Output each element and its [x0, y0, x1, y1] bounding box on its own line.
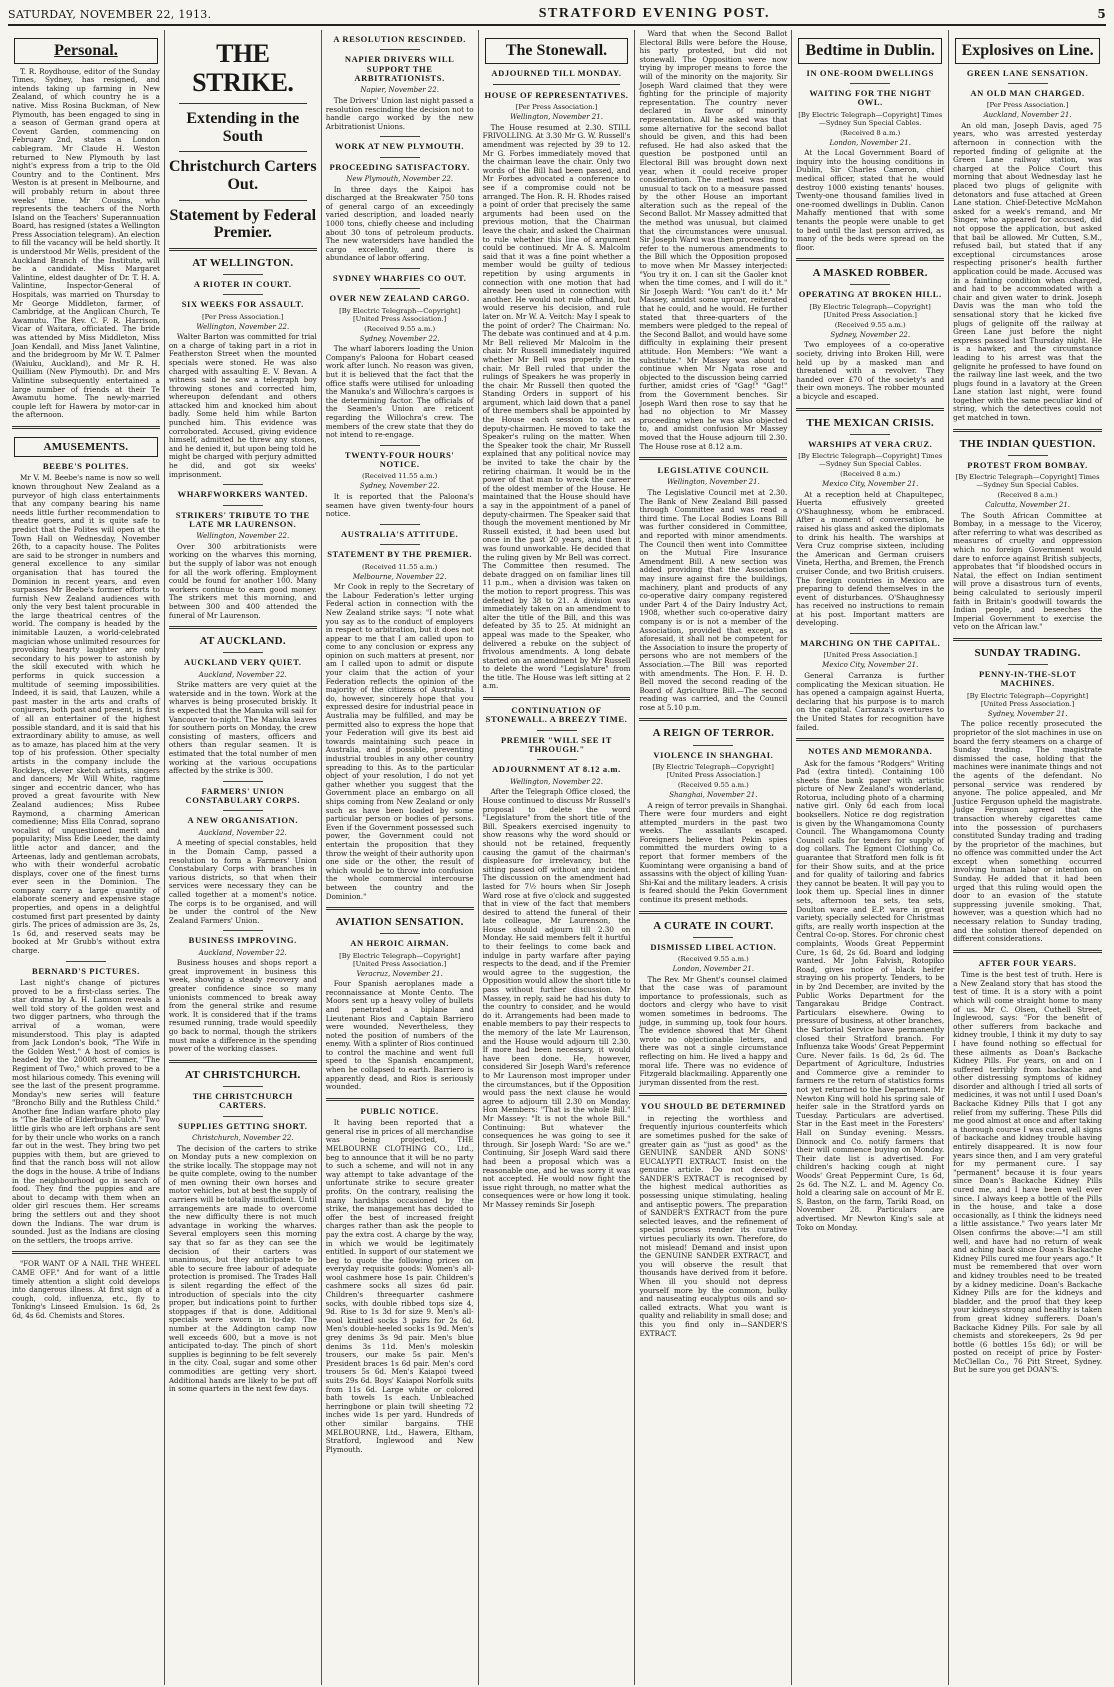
- supplies-heading: SUPPLIES GETTING SHORT.: [178, 1120, 308, 1131]
- divider: [1008, 664, 1048, 665]
- christchurch-heading: AT CHRISTCHURCH.: [184, 1068, 301, 1081]
- dateline: Mexico City, November 21.: [822, 479, 919, 488]
- indian-article: The South African Committee at Bombay, in a message to the Viceroy, after referring to what was described as measures of cruelty and oppression which no foreign Government would dare to enforce against British subjects, approbates that "if bloodshed occurs in Natal, the effect on Indian sentiment will prove a disastrous turn of events, being calculated to seriously imperil faith in Britain's goodwill towards the Indian people, and beseeches the Imperial Government to exercise the veto on the African law.": [953, 510, 1103, 632]
- dateline: Wellington, November 22.: [196, 322, 290, 331]
- divider: [179, 200, 307, 201]
- divider: [850, 83, 890, 84]
- bernard-heading: BERNARD'S PICTURES.: [32, 965, 140, 976]
- old-man-heading: AN OLD MAN CHARGED.: [970, 87, 1085, 98]
- personal-article: T. R. Roydhouse, editor of the Sunday Times, Sydney, has resigned, and intends taking up farming in New Zealand, of which country he is a native. Miss Rosina Buckman, of New Plymouth, has been engaged to sing in a season of German grand opera at Covent Garden, commencing on February 2nd, states a London cablegram. Mr Claude H. Weston returned to New Plymouth by last night's express from a trip to the Old Country and to the Continent. Mrs Weston is at present in Melbourne, and will probably return in about three weeks' time. Mr Cousins, who represents the teachers of the North Island on the Teachers' Superannuation Board, has resigned (states a Wellington Press Association telegram). An election to fill the vacancy will be held shortly. It is understood Mr Wells, president of the Auckland Branch of the Institute, will be a candidate. Miss Margaret Valintine, eldest daughter of Dr. T. H. A. Valintine, Inspector-General of Hospitals, was married on Thursday to Mr George Middleton, farmer, of Cambridge, at the Anglican Church, Te Awamutu. The Rev. C. F. R. Harrison, Vicar of Waitara, officiated. The bride was attended by Miss Middleton, Miss Joan Kendall, and Miss Janet Valintine, and the bridegroom by Mr W. T. Palmer (Waiuku, Auckland), and Mr R. H. Quilliam (New Plymouth). Dr. and Mrs Valintine subsequently entertained a large number of friends at their Te Awamutu home. The newly-married couple left for Hawera by motor-car in the afternoon.: [12, 66, 160, 420]
- farmers-heading: FARMERS' UNION CONSTABULARY CORPS.: [185, 785, 301, 806]
- continuation-heading: CONTINUATION OF STONEWALL. A BREEZY TIME.: [485, 705, 628, 725]
- issue-date: SATURDAY, NOVEMBER 22, 1913.: [8, 7, 212, 21]
- column-4: [479, 30, 636, 1685]
- divider: [796, 258, 944, 261]
- masthead: [8, 4, 1106, 26]
- received-time: (Received 9.55 a.m.): [364, 324, 436, 333]
- divider: [223, 294, 263, 295]
- divider: [639, 911, 787, 914]
- dateline: Sydney, November 21.: [987, 709, 1068, 718]
- divider: [796, 408, 944, 411]
- rioter-heading: A RIOTER IN COURT.: [193, 278, 292, 289]
- divider: [223, 930, 263, 931]
- received-time: (Received 9.55 a.m.): [677, 955, 749, 964]
- dateline: Wellington, November 22.: [196, 532, 290, 541]
- dateline: Melbourne, November 22.: [352, 572, 447, 581]
- notice-article: It is reported that the Paloona's seamen have given twenty-four hours notice.: [325, 492, 474, 519]
- sydney-heading: SYDNEY WHARFIES CO OUT.: [332, 272, 467, 283]
- divider: [639, 1093, 787, 1096]
- waiting-heading: WAITING FOR THE NIGHT OWL.: [809, 87, 932, 108]
- premier-heading: STATEMENT BY THE PREMIER.: [327, 549, 473, 560]
- dateline: Wellington, November 21.: [510, 113, 603, 122]
- new-plymouth-article: In three days the Kaipoi has discharged at the Breakwater 750 tons of general cargo of an exceedingly varied description, and loaded nearly 1000 tons, chiefly cheese and including about 30 tons of petroleum products. The new watersiders have handled the cargo excellently, and there is abundance of labor offering.: [325, 184, 474, 263]
- divider: [493, 84, 621, 85]
- auckland-heading: AT AUCKLAND.: [199, 635, 286, 648]
- quiet-heading: AUCKLAND VERY QUIET.: [184, 657, 302, 668]
- christchurch-article: The decision of the carters to strike on Monday puts a new complexion on the strike locally. The stoppage may not be quite complete, owing to the number of men owning their own horses and motor vehicles, but at best the supply of carriers will be totally insufficient. Until arrangements are made to overcome the new difficulty there is not much advantage in working the wharves. Several employers seen this morning say that so far as they can see the decision of their carters was unanimous, but they anticipate to be able to secure free labour of adequate protection is promised. The Trades Hall is silent regarding the effect of the introduction of specials into the city proper, but indications point to further stoppages if that is done. Additional specials were sworn in to-day. The number at the Addington camp now well exceeds 600, but a move is not anticipated to-day. The pinch of short supplies is beginning to be felt severely in the city. Coal, sugar and some other commodities are getting very short. Additional hands are likely to be put off in some quarters in the next few days.: [168, 1143, 317, 1394]
- columns: [8, 30, 1106, 1685]
- dateline: Wellington, November 21.: [666, 478, 760, 487]
- dateline: London, November 21.: [829, 138, 911, 147]
- column-7: [949, 30, 1106, 1685]
- divider: [953, 638, 1102, 641]
- wellington-heading: AT WELLINGTON.: [192, 256, 294, 269]
- sunday-heading: SUNDAY TRADING.: [974, 647, 1081, 659]
- notes-heading: NOTES AND MEMORANDA.: [808, 746, 933, 757]
- divider: [223, 810, 263, 811]
- australia-article: Mr Cook in reply to the Secretary of the Labour Federation's letter urging Federal action in connection with the New Zealand strike says: "I note what you say as to the conduct of employers in respect to arbitration, but it does not appear to me that I am called upon to come to any conclusion or express any opinion on such matters at present, nor am I called upon to admit or dispute your claim that the action of your Federation reflects the opinion of the majority of the citizens of Australia. I do, however, sincerely hope that you expressed desire for industrial peace in Australia may be fulfilled, and may be permitted also to express the hope that your Federation will give its best aid towards maintaining such peace in Australia, and if possible, preventing industrial troubles in any other country spreading to this. As to the particular object of your resolution, I do not yet gather whether you suggest that the Government place an embargo on all ships coming from New Zealand or only such as have been loaded by some particular person or bodies of persons. Even if the Government possessed such power, the Government could not entertain the proposition that they throw the weight of their authority upon one side or the other, the result of which would be to throw into confusion the whole commercial intercourse between the country and the Dominion.": [325, 582, 474, 901]
- organisation-heading: A NEW ORGANISATION.: [187, 815, 299, 826]
- new-plymouth-heading: WORK AT NEW PLYMOUTH.: [335, 141, 465, 152]
- broken-hill-heading: OPERATING AT BROKEN HILL.: [798, 289, 942, 300]
- notice-heading: TWENTY-FOUR HOURS' NOTICE.: [344, 449, 455, 470]
- credit-line: [By Electric Telegraph—Copyright] [United Press Association.]: [339, 306, 461, 323]
- divider: [639, 718, 787, 721]
- divider: [326, 1098, 474, 1101]
- received-time: (Received 9.55 a.m.): [677, 780, 749, 789]
- bombay-heading: PROTEST FROM BOMBAY.: [967, 459, 1088, 470]
- sunday-article: The police recently prosecuted the proprietor of the slot machines in use on board the ferry steamers on a charge of Sunday trading. The magistrate dismissed the case, holding that the machines were inanimate things and not the agents of the defendant. No personal service was rendered by anyone. The police appealed, and Mr Justice Ferguson upheld the magistrate. Judge Ferguson agreed that the transaction whereby cigarettes came into the possession of purchasers constituted Sunday trading and trading by the proprietor of the machines, but no offence was committed under the Act except when something occurred involving human labor or intention on Sunday. He added that it had been urged that this ruling would open the door to an evasion of the statute suppressing juvenile smoking. That, however, was a question which had no necessary relation to Sunday trading, and the solution thereof depended on different considerations.: [953, 719, 1103, 944]
- indian-heading: THE INDIAN QUESTION.: [959, 437, 1096, 450]
- robber-heading: A MASKED ROBBER.: [812, 267, 928, 280]
- determined-heading: YOU SHOULD BE DETERMINED: [640, 1101, 787, 1112]
- credit-line: [Per Press Association.]: [986, 101, 1069, 110]
- stonewall-heading: The Stonewall.: [485, 38, 629, 64]
- mexico-article: At a reception held at Chapultepec, Huerta effusively greeted O'Shaughnessy, whom he embraced. After a moment of conversation, he raised his glass and asked the diplomats to drink his health. The warships at Vera Cruz comprise sixteen, including the American and German cruisers Vineta, Hertha, and Bremen, the French cruiser Conde, and two British cruisers. The foreign countries in Mexico are preparing to defend themselves in the event of disturbances. O'Shaughnessy has received no instructions to remain at his post. Important matters are developing.: [796, 489, 945, 628]
- adjournment-heading: ADJOURNMENT AT 8.12 a.m.: [492, 764, 621, 775]
- received-time: (Received 8 a.m.): [840, 128, 901, 137]
- quiet-article: Strike matters are very quiet at the waterside and in the town. Work at the wharves is being prosecuted briskly. It is expected that the Manuka will sail for Vancouver to-night. The Manuka leaves for southern ports on Monday, the crew consisting of masters, officers and others than regular seamen. It is estimated that the total number of men working at the various occupations affected by the strike is 300.: [168, 680, 317, 776]
- credit-line: [By Electric Telegraph—Copyright] [United Press Association.]: [967, 691, 1089, 708]
- stonewall-continued-article: Ward that when the Second Ballot Electoral Bills were before the House, his party protested, but did not stonewall. The Opposition were now trying by improper means to force the will of the minority on the majority. Sir Joseph Ward claimed that they were fighting for the principle of majority representation. The country never declared in favor of minority representation. All he asked was that some alternative for the second ballot should be given, and this had been refused. He had also asked that the question be postponed until an Electoral Bill was brought down next year, when it could receive proper consideration. The method was most unusual to tack on to a measure passed by the other House an important alteration such as the repeal of the Second Ballot. Mr Massey admitted that the method was unusual, but claimed that the circumstances were unusual. Sir Joseph Ward was then proceeding to refer to the numerous amendments to the Bill which the Opposition proposed to move when Mr Massey interjected: "You try it on. I can sit the Gaoler knot when the time comes, and I will do it." Sir Joseph Ward: "You can't do it." Mr Massey, amidst some uproar, reiterated that he could, and he would. He further stated that three-quarters of the members were pledged to the repeal of the Second Ballot, and would have some difficulty in explaining their present attitude. Hon Members: "We want a substitute." Mr Massey was about to continue when Mr Ngata rose and objected to the discussion being carried further, amidst cries of "Gag!" "Gag!" from the Government benches. Sir Joseph Ward then rose to say that he had no objection to Mr Massey proceeding when he was also objected to, and amidst confusion Mr Massey moved that the House adjourn till 2.30. The House rose at 8.12 a.m.: [639, 30, 788, 451]
- dwellings-heading: IN ONE-ROOM DWELLINGS: [806, 67, 934, 78]
- newspaper-title: STRATFORD EVENING POST.: [538, 6, 770, 21]
- divider: [380, 445, 420, 446]
- received-time: (Received 11.55 a.m.): [362, 562, 438, 571]
- received-time: (Received 11.55 a.m.): [362, 472, 438, 481]
- dateline: Auckland, November 22.: [198, 948, 287, 957]
- beebe-article: Mr V. M. Beebe's name is now so well known throughout New Zealand as a purveyor of high class entertainments that any company bearing his name needs little further recommendation to theatre goers, and it is quite safe to predict that the Polites will open at the Town Hall on Wednesday, November 26th, to a capacity house. The Polites are said to be stronger in numbers and general excellence to any similar organisation that has toured the Dominion in recent years, and even surpasses Mr Beebe's former efforts to furnish New Zealand audiences with only the very best talent procurable in the large theatrical centres of the world. The company is headed by the inimitable Lauzen, a world-celebrated magician whose unlimited resources for provoking hearty laughter are only secondary to his power to astonish by the skill executed with which he performs in quick succession a multitude of seeming impossibilities. Indeed, it is said, that Lauzen, while a past master in the arts and crafts of conjurers, both past and present, is first of all an entertainer of the highest possible standard, and it is said that his extraordinary ability to amuse, as well as to amaze, has placed him at the very top of his profession. Other specialty artists in the company include the Rockleys, clever sketch artists, singers and dancers; Mr Will White, ragtime singer and eccentric dancer, who has proved a great favourite with New Zealand audiences; Miss Rubee Raymond, a charming American comedienne; Miss Ella Conrad, soprano vocalist of unquestioned merit and popularity; Miss Edie Leeder, the dainty little actor and dancer, and the Arteenas, lady and gentleman acrobats, who with their wonderful acrobatic displays, cover one of the finest turns ever seen in the Dominion. The company carry a large quantity of elaborate scenery and expensive stage properties, and opens in a delightful costumed first part presented by dainty girls. The prices of admission are 3s, 2s, 1s 6d, and reserved seats may be booked at Mr Grubb's without extra charge.: [12, 473, 160, 956]
- dateline: Auckland, November 22.: [198, 828, 287, 837]
- continuation-article: After the Telegraph Office closed, the House continued to discuss Mr Russell's proposal to delete the word "Legislature" from the short title of the Bill. Speakers exercised ingenuity to show reasons why the word should or should not be retained, frequently causing the gamut of the chairman's displeasure for irrelevancy, but the sitting passed off without any incident. The discussion on the amendment had lasted for 7½ hours when Sir Joseph Ward rose at five o'clock and suggested that in view of the fact that members desired to attend the funeral of their late colleague, Mr Laurenson, the House should adjourn till 2.30 on Monday. He said members felt it hurtful to their feelings to come back and indulge in party warfare after paying respects to the dead, and if the Premier would agree to the suggestion, the Opposition would allow the short title to pass without further discussion. Mr Massey, in reply, said he had his duty to the country to consider, and he would do it. Arrangements had been made to enable members to pay their respects to the memory of the late Mr Laurenson, and the House would adjourn till 2.30. If more had been necessary, it would have been done. He, however, considered Sir Joseph Ward's reference to Mr Laurenson most improper under the circumstances, but if the Opposition would pass the next clause he would agree to adjourn till 2.30 on Monday. Hon Members: "That is the whole Bill." Mr Massey: "It is not the whole Bill." Continuing: But whatever the consequences he was going to see it through. Sir Joseph Ward: "So are we." Continuing, Sir Joseph Ward said there had been a proposal which was a reasonable one, and he was sorry it was not accepted. He would now fight the issue right through, no matter what the consequences were or how long it took. Mr Massey reminds Sir Joseph: [482, 787, 631, 1209]
- divider: [223, 1116, 263, 1117]
- divider: [380, 933, 420, 934]
- extending-heading: Extending in the South: [186, 110, 300, 145]
- column-6: [792, 30, 949, 1685]
- divider: [223, 1086, 263, 1087]
- dublin-article: At the Local Government Board of inquiry into the housing conditions in Dublin, Sir Charles Cameron, chief medical officer, stated that he would destroy 1000 existing tenants' houses. Twenty-one thousand families lived in one-roomed dwellings in Dublin. Canon Mahaffy mentioned that with some tenants the people were unable to get to bed until the last person arrived, as many of the beds were spread on the floor.: [796, 148, 945, 252]
- sander-advert: in rejecting the worthless and frequently injurious counterfeits which are sometimes pushed for the sake of greater gain as "just as good" as the GENUINE SANDER AND SONS' EUCALYPTI EXTRACT. Insist on the genuine article. Do not deceived! SANDER'S EXTRACT is recognised by the highest medical authorities as possessing unique stimulating, healing and antiseptic powers. The preparation of SANDER'S EXTRACT from the pure selected leaves, and the refinement of special process render its curative virtues peculiarly its own. Therefore, do not mislead! Demand and insist upon the GENUINE SANDER EXTRACT, and you will observe the result that thousands have derived from it before. When ill you should not depress yourself more by the common, bulky and nauseating eucalyptus oils and so-called extracts. What you want is quality and reliability in small dose; and this you find only in—SANDER'S EXTRACT.: [639, 1113, 788, 1338]
- nz-cargo-heading: OVER NEW ZEALAND CARGO.: [329, 293, 470, 304]
- divider: [796, 738, 944, 741]
- public-notice-article: It having been reported that a general rise in prices of all merchandise was being projected, THE MELBOURNE CLOTHING CO., Ltd., beg to announce that it will be no party to such a scheme, and will not in any way attempt to take advantage of the unfortunate strike to secure greater profits. On the contrary, realising the many hardships occasioned by the strike, the management has decided to offer the best of increased freight charges rather than ask the people to pay the extra cost. A charge by the way, in which we would be legitimately entitled. In support of our statement we beg to quote the following prices on everyday requisite goods: Women's all-wool cashmere hose 1s pair. Children's cashmere socks all sizes 6d pair. Children's threequarter cashmere socks, with double ribbed tops size 4, 9d. Rise to 1s 3d for size 9. Men's all-wool knitted socks 3 pairs for 2s 6d. Men's double-heeled socks 1s 9d. Men's grey denims 3s 9d pair. Men's blue denims 3s 11d. Men's moleskin trousers, our make 5s pair. Men's President braces 1s 6d pair. Men's cord trousers 5s 6d. Men's Kaiapoi tweed suits 29s 6d. Boys' Kaiapoi Norfolk suits from 11s 6d. Large white or colored bath towels 1s each. Unbleached herringbone or plain twill sheeting 72 inches wide 1s per yard. Hundreds of other similar bargains. THE MELBOURNE, Ltd., Hawera, Eltham, Stratford, Inglewood and New Plymouth.: [325, 1118, 474, 1454]
- divider: [693, 745, 733, 746]
- credit-line: [By Electric Telegraph—Copyright] [United Press Association.]: [339, 951, 461, 968]
- dateline: New Plymouth, November 22.: [346, 175, 454, 184]
- rescinded-heading: A RESOLUTION RESCINDED.: [333, 34, 466, 44]
- divider: [169, 1060, 317, 1063]
- airman-heading: AN HEROIC AIRMAN.: [350, 938, 450, 949]
- sydney-article: The wharf laborers loading the Union Company's Paloona for Hobart ceased work after lunch. No reason was given, but it is believed that the fact that the office staffs were utilised for unloading the Manuka's and Willochra's cargoes is the determining factor. The officials of the Seamen's Union are reticent regarding the Willochra's crew. The members of the crew state that they do not intend to re-engage.: [325, 344, 474, 440]
- adjourned-heading: ADJOURNED TILL MONDAY.: [491, 67, 622, 78]
- column-2: [165, 30, 322, 1685]
- shanghai-article: A reign of terror prevails in Shanghai. There were four murders and eight attempted murders in the past two weeks. The assailants escaped. Foreigners believe that Pekin spies committed the murders owing to a report that former members of the Kuomintang were organising a band of assassins with the object of killing Yuan-Shi-Kai and the military leaders. A crisis is feared should the Pekin Government continue its present methods.: [639, 800, 788, 905]
- divider: [169, 248, 317, 251]
- terror-heading: A REIGN OF TERROR.: [652, 727, 775, 740]
- dateline: Mexico City, November 21.: [822, 661, 919, 670]
- organisation-article: A meeting of special constables, held in the Domain Camp, passed a resolution to form a Farmers' Union Constabulary Corps with branches in various districts, so that when their services were necessary they can be called together at a moment's notice. The corps is to be organised, and will be under the control of the New Zealand Farmers' Union.: [168, 838, 317, 925]
- credit-line: [By Electric Telegraph—Copyright] Times—Sydney Sun Special Cables.: [955, 473, 1100, 490]
- dateline: Shanghai, November 21.: [669, 790, 758, 799]
- credit-line: [By Electric Telegraph—Copyright] Times—Sydney Sun Special Cables.: [798, 451, 943, 468]
- dateline: Auckland, November 22.: [198, 670, 287, 679]
- divider: [693, 937, 733, 938]
- credit-line: [By Electric Telegraph—Copyright] [United Press Association.]: [652, 762, 774, 779]
- column-1: [8, 30, 165, 1685]
- tribute-heading: STRIKERS' TRIBUTE TO THE LATE MR LAURENSON.: [175, 509, 310, 529]
- received-time: (Received 8 a.m.): [840, 469, 901, 478]
- amusements-heading: AMUSEMENTS.: [14, 437, 158, 457]
- dateline: London, November 21.: [672, 965, 755, 974]
- tonking-advert: "FOR WANT OF A NAIL THE WHEEL CAME OFF." And for want of a little timely attention a slight cold develops into dangerous illness. At first sign of a cough, cold, influenza, etc., fly to Tonking's Linseed Emulsion. 1s 6d, 2s 6d, 4s 6d. Chemists and Stores.: [12, 1260, 160, 1320]
- explosives-heading: Explosives on Line.: [955, 38, 1100, 64]
- dateline: Christchurch, November 22.: [192, 1133, 294, 1142]
- aviation-heading: AVIATION SENSATION.: [335, 916, 464, 929]
- divider: [169, 626, 317, 629]
- warships-heading: WARSHIPS AT VERA CRUZ.: [808, 438, 933, 449]
- divider: [483, 697, 631, 700]
- received-time: (Received 8 a.m.): [997, 491, 1058, 500]
- divider: [380, 157, 420, 158]
- strike-heading: THE STRIKE.: [192, 39, 294, 97]
- capital-article: General Carranza is further complicating the Mexican situation. He has opened a campaign against Huerta, declaring that his purpose is to march on the capital. Carranza's overtures to the United States for recognition have failed.: [796, 671, 945, 732]
- divider: [380, 136, 420, 137]
- dateline: Veracruz, November 21.: [356, 969, 443, 978]
- column-5: [635, 30, 792, 1685]
- doans-advert: Time is the best test of truth. Here is a New Zealand story that has stood the test of time. It is a story with a point which will come straight home to many of us. Mr C. Olsen, Cuthell Street, Inglewood, says: "For the benefit of other sufferers from backache and kidney trouble, I think it my duty to say I have found nothing so effectual for these ailments as Doan's Backache Kidney Pills. For years, on and on I suffered terribly from backache and other distressing symptoms of kidney disorder and although I tried all sorts of medicines, it was not until I used Doan's Backache Kidney Pills that I got any relief from my suffering. These Pills did me good almost at once and after taking a thorough course I was cured, all signs of backache and kidney trouble having entirely disappeared. It is now four years since then, and I am very grateful for my permanent cure. I say "permanent" because it is four years since Doan's Backache Kidney Pills cured me, and I have been well ever since. I always keep a bottle of the Pills in the house, and take a dose occasionally, as I think the kidneys need a little assistance." Two years later Mr Olsen confirms the above:—"I am still well, and have had no return of weak and aching back since Doan's Backache Kidney Pills cured me four years ago." It must be remembered that over worn and kidney troubles need to be treated by a kidney medicine. Doan's Backache Kidney Pills are for the kidneys and bladder, and the proof that they keep your kidneys strong and healthy is taken from great kidney sufferers. Doan's Backache Kidney Pills. For sale by all chemists and storekeepers, 2s 9d per bottle (6 bottles 15s 6d); or will be posted on receipt of price by Foster-McClellan Co., 76 Pitt Street, Sydney. But be sure you get DOAN'S.: [953, 970, 1103, 1375]
- divider: [223, 505, 263, 506]
- rioter-article: Walter Barton was committed for trial on a charge of taking part in a riot in Featherston Street when the mounted specials were stoned. He was also charged with assaulting E. V. Bevan. A witness said he saw a telegraph boy throwing stones and corrected him, whereupon defendant and others attacked him and knocked him about badly. Some held him while Barton punched him. This evidence was corroborated. Accused, giving evidence himself, admitted he threw any stones, and he denied it, but upon being told he might be charged with perjury admitted he did, and got six weeks' imprisonment.: [168, 332, 317, 479]
- carters-heading: Christchurch Carters Out.: [168, 158, 317, 193]
- divider: [326, 907, 474, 910]
- divider: [223, 274, 263, 275]
- shanghai-heading: VIOLENCE IN SHANGHAI.: [653, 749, 774, 760]
- council-article: The Legislative Council met at 2.30. The Bank of New Zealand Bill passed through Committee and was read a third time. The Local Bodies Loans Bill was further considered in Committee, and reported with minor amendments. The Council then went into Committee on the Mutual Fire Insurance Amendment Bill. A new section was added providing that the Association may insure against fire the buildings, machinery, plant and products of any co-operative dairy company registered under Part 4 of the Dairy Industry Act, 1908, whether such co-operative dairy company is or is not a member of the Association, provided that except, as aforesaid, it shall not be competent for the Association to insure the property of persons who are not members of the Association.—The Bill was reported with amendments. The Hon. F. H. D. Bell moved the second reading of the Board of Agriculture Bill.—The second reading was carried, and the Council rose at 5.10 p.m.: [639, 488, 788, 712]
- divider: [850, 434, 890, 435]
- credit-line: [Per Press Association.]: [202, 312, 284, 321]
- tribute-article: Over 300 arbitrationists were working on the wharves this morning, but the supply of labor was not enough for all the work offering. Employment could be found for another 100. Many workers continue to earn good money. The strikers met this morning, and between 300 and 400 attended the funeral of Mr Laurenson.: [168, 541, 317, 620]
- napier-article: The Drivers' Union last night passed a resolution rescinding the decision not to handle cargo worked by the new Arbitrationist Unions.: [325, 95, 474, 131]
- robber-article: Two employees of a co-operative society, driving into Broken Hill, were held up by a masked man and threatened with a revolver. They handed over £70 of the society's and their own moneys. The robber mounted a bicycle and escaped.: [796, 340, 945, 401]
- curate-heading: A CURATE IN COURT.: [653, 919, 774, 932]
- received-time: (Received 9.55 a.m.): [834, 320, 906, 329]
- credit-line: [By Electric Telegraph—Copyright] Times—Sydney Sun Special Cables.: [798, 110, 943, 127]
- divider: [179, 103, 307, 104]
- divider: [639, 457, 787, 460]
- capital-heading: MARCHING ON THE CAPITAL.: [800, 638, 941, 649]
- divider: [223, 484, 263, 485]
- dateline: Calcutta, November 21.: [985, 501, 1071, 510]
- statement-heading: Statement by Federal Premier.: [169, 206, 317, 242]
- divider: [66, 961, 106, 962]
- wharf-heading: WHARFWORKERS WANTED.: [177, 489, 308, 500]
- six-weeks-heading: SIX WEEKS FOR ASSAULT.: [181, 299, 304, 310]
- credit-line: [United Press Association.]: [823, 651, 917, 660]
- dateline: Sydney, November 22.: [830, 330, 911, 339]
- divider: [223, 652, 263, 653]
- divider: [1008, 455, 1048, 456]
- dateline: Napier, November 22.: [360, 86, 439, 95]
- divider: [953, 950, 1102, 953]
- divider: [12, 1251, 160, 1254]
- divider: [380, 49, 420, 50]
- divider: [380, 268, 420, 269]
- mexican-heading: THE MEXICAN CRISIS.: [806, 416, 935, 429]
- divider: [537, 730, 577, 731]
- credit-line: [By Electric Telegraph—Copyright] [United Press Association.]: [809, 302, 931, 319]
- dateline: Sydney, November 22.: [359, 334, 440, 343]
- divider: [380, 288, 420, 289]
- dateline: Sydney, November 22.: [359, 482, 440, 491]
- notes-article: Ask for the famous "Rodgers" Writing Pad (extra tinted). Containing 100 sheets fine bank paper with artistic picture of New Zealand's wonderland, Rotorua, including photo of a charming native girl. Only 6d each from local booksellers. Notice re dog registration is given by the Whangamomona County Council. The Whangamomona County Council calls for tenders for supply of dog collars. The Egmont Clothing Co. guarantee that Stratford men folk is fit for their Show suits, and at the price and for quality of tailoring and fabrics they cannot be beaten. It will pay you to look them up. Special lines in dinner sets, afternoon tea sets, tea sets, Doulton ware and E.P. ware in great variety, specially selected for Christmas gifts, are really worth inspection at the Central Co-op. Stores. For chronic chest complaints, Woods Great Peppermint Cure, 1s 6d, 2s 6d. Board and lodging wanted. Mr John Falvish, Rotopiko Road, gives notice of black heifer straying on his property. Tenders, to be in by 2nd December, are invited by the Public Works Department for the Tangarakau Bridge Contract. Particulars elsewhere. Owing to pressure of business, at other branches, the Sartorial Service have permanently closed their Stratford branch. For Influenza take Woods' Great Peppermint Cure. Never fails. 1s 6d, 2s 6d. The Department of Agriculture, Industries and Commerce give a reminder to farmers re the return of statistics forms not yet returned to the Department. Mr Newton King will hold his spring sale of heifer sale in the Stratford yards on Tuesday. Particulars are advertised. Star in the East meet in the Foresters' Hall on Sunday evening. Messrs. Dinnock and Co. notify farmers that their will commence buying on Monday. Their date list is advertised. For children's hacking cough at night Woods' Great Peppermint Cure, 1s 6d, 2s 6d. The N.Z. L. and M. Agency Co. hold a clearing sale on account of Mr E. S. Baston, on the farm, Tariki Road, on November 28. Particulars are advertised. Mr Newton King's sale at Toko on Monday.: [796, 758, 945, 1232]
- napier-heading: NAPIER DRIVERS WILL SUPPORT THE ARBITRATIONISTS.: [344, 54, 455, 84]
- business-heading: BUSINESS IMPROVING.: [188, 935, 297, 946]
- beebe-heading: BEEBE'S POLITES.: [42, 461, 129, 472]
- divider: [953, 429, 1102, 432]
- personal-heading: Personal.: [14, 38, 158, 64]
- public-notice-heading: PUBLIC NOTICE.: [360, 1105, 439, 1116]
- green-lane-heading: GREEN LANE SENSATION.: [966, 67, 1089, 78]
- divider: [380, 524, 420, 525]
- dateline: Wellington, November 22.: [510, 777, 603, 786]
- credit-line: [Per Press Association.]: [515, 103, 598, 112]
- explosives-article: An old man, Joseph Davis, aged 75 years, who was arrested yesterday afternoon in connection with the reported finding of gelignite at the Green Lane railway station, was charged at the Police Court this morning that about Wednesday last he placed two plugs of gelignite with detonators and fuse attached at Green Lane station. Chief-Detective McMahon asked for a week's remand, and Mr Singer, who appeared for accused, did not oppose the application, but asked that bail be allowed. Mr Cutten, S.M., refused bail, but stated that if any exceptional circumstances arose respecting prisoner's health further application could be made. Accused was in a fainting condition when charged, and had to be accommodated with a chair and given water to drink. Joseph Davis was the man who told the sensational story that he kicked five plugs of gelignite off the railway at Green Lane just before the night express passed last Thursday night. He is a hawker, and the circumstance leading to his arrest was that the gelignite he professed to have found on the railway line last week, and the two plugs found in a lavatory at the Green Lane station last night, were found together with the same peculiar kind of string, which the detectives could not get matched in town.: [953, 120, 1103, 423]
- divider: [12, 426, 160, 429]
- australia-heading: AUSTRALIA'S ATTITUDE.: [340, 528, 459, 539]
- business-article: Business houses and shops report a great improvement in business this week, showing a steady recovery and greater confidence since so many unionists commenced to break away from the general strike and resume work. It is considered that if the trams resumed running, trade would speedily go back to normal, though the strikers must make a difference in the spending power of the working classes.: [168, 958, 317, 1054]
- libel-heading: DISMISSED LIBEL ACTION.: [650, 941, 777, 952]
- divider: [1008, 83, 1048, 84]
- dateline: Auckland, November 21.: [983, 111, 1072, 120]
- column-3: [322, 30, 479, 1685]
- four-years-heading: AFTER FOUR YEARS.: [978, 957, 1077, 968]
- council-heading: LEGISLATIVE COUNCIL: [657, 465, 770, 476]
- divider: [850, 633, 890, 634]
- divider: [380, 544, 420, 545]
- curate-article: The Rev. Mr Ghent's counsel claimed that the case was of paramount importance to professionals, such as doctors and clergy who have to visit women sometimes in bedrooms. The judge, in summing up, took four hours. The evidence showed that Mr Ghent wrote no objectionable letters, and there was not a single circumstance reflecting on him. He lived a happy and moral life. There was no evidence of Fitzgerald blackmailing. Apparently one juryman dissented from the rest.: [639, 974, 788, 1087]
- bernard-article: Last night's change of pictures proved to be a first-class series. The star drama by A. H. Lamson reveals a well told story of the golden west and two digger partners, who through the arrival of a woman, were misunderstood. This play is adapted from Jack London's book, "The Wife in the Golden West." A host of comics is headed by the 2000ft screamer, "The Regiment of Two," which proved to be a most hilarious comedy. This evening will see the last of the present programme. Monday's new series will feature "Broncho Billy and the Ruthless Child." Another fine Indian warfare photo play is "The Battle of Elderbush Gulch." Two little girls who are left orphans are sent for by their uncle who works on a ranch far out in the west. They bring two pet puppies with them, but are grieved to find that the ranch boss will not allow the dogs in the house. A tribe of Indians in the neighbourhood go in search of food. They find the puppies and are about to decamp with them when an older girl rescues them. Her screams bring the settlers out and they shoot down the Indians. The war drum is sounded. Just as the Indians are closing on the settlers, the troops arrive.: [12, 977, 160, 1245]
- divider: [850, 284, 890, 285]
- stonewall-article: The House resumed at 2.30. STILL FRIVOLLING. At 3.30 Mr G. W. Russell's amendment was rejected by 39 to 12. Mr G. Forbes immediately moved that the chairman leave the chair. Only two words of the Bill had been passed, and Mr Forbes advocated a conference to see if a compromise could not be arranged. The Hon. R. H. Rhodes raised a point of order that precisely the same arguments had been used on the previous motion, that the Chairman leave the chair, and asked the Chairman to rule whether this line of argument could be continued. Mr A. S. Malcolm said that it was a fine point whether a member would be guilty of tedious repetition by using arguments in connection with one motion that had already been used in connection with another. He would not rule offhand, but would reserve his decision, and rule later on. Mr W. A. Veitch: May I speak to the point of order? The Chairman: No. The debate was continued and at 4 p.m. Mr Bell relieved Mr Malcolm in the chair. Mr Russell immediately inquired whether Mr Bell was properly in the chair. Mr Bell ruled that under the rulings of Speakers he was properly in the chair. Mr Russell then quoted the Standing Orders in support of his argument, which laid down that a panel of three members shall be appointed by the House each session to act as deputy-chairmen. He moved to take the Speaker's ruling on the matter. When the Speaker took the chair, Mr Russell explained that any political novice may be invited to take the chair by the retiring chairman. It would be in the power of that man to wreck the career of the oldest member of the House. He maintained that the House should have a say in the appointment of a panel of deputy-chairmen. The Speaker said that though the movement mentioned by Mr Russell existed, it had been used but once in the past 20 years, and then it was found unworkable. He decided that the ruling given by Mr Bell was correct. The Committee then resumed. The debate dragged on on familiar lines till 11 p.m., when a division was taken on the motion to report progress. This was defeated by 38 to 21. A division was immediately taken on an amendment to alter the title of the Bill, and this was defeated by 35 to 25. At midnight an appeal was made to the Speaker, who delivered a rebuke on the subject of frivolous amendments. A long debate started on an amendment by Mr Russell to delete the word "Legislature" from the title. The House was left sitting at 2 a.m.: [482, 122, 631, 691]
- divider: [223, 781, 263, 782]
- house-heading: HOUSE OF REPRESENTATIVES.: [484, 89, 629, 100]
- page-number: 5: [1097, 7, 1106, 21]
- see-it-through-heading: PREMIER "WILL SEE IT THROUGH.": [501, 734, 612, 755]
- bedtime-heading: Bedtime in Dublin.: [798, 38, 942, 64]
- divider: [179, 151, 307, 152]
- divider: [537, 759, 577, 760]
- aviation-article: Four Spanish aeroplanes made a reconnaissance at Monte Cento. The Moors sent up a heavy volley of bullets and penetrated a biplane and Lieutenant Rios and Captain Barriero were wounded. Nevertheless, they noted the position of numbers of the enemy. With a splinter of Rios continued to control the machine and went full speed to the Spanish encampment, when he collapsed to earth. Barriero is apparently dead, and Rios is seriously wounded.: [325, 979, 474, 1092]
- penny-slot-heading: PENNY-IN-THE-SLOT MACHINES.: [978, 669, 1077, 689]
- proceeding-heading: PROCEEDING SATISFACTORY.: [329, 161, 470, 172]
- carters2-heading: THE CHRISTCHURCH CARTERS.: [192, 1090, 293, 1111]
